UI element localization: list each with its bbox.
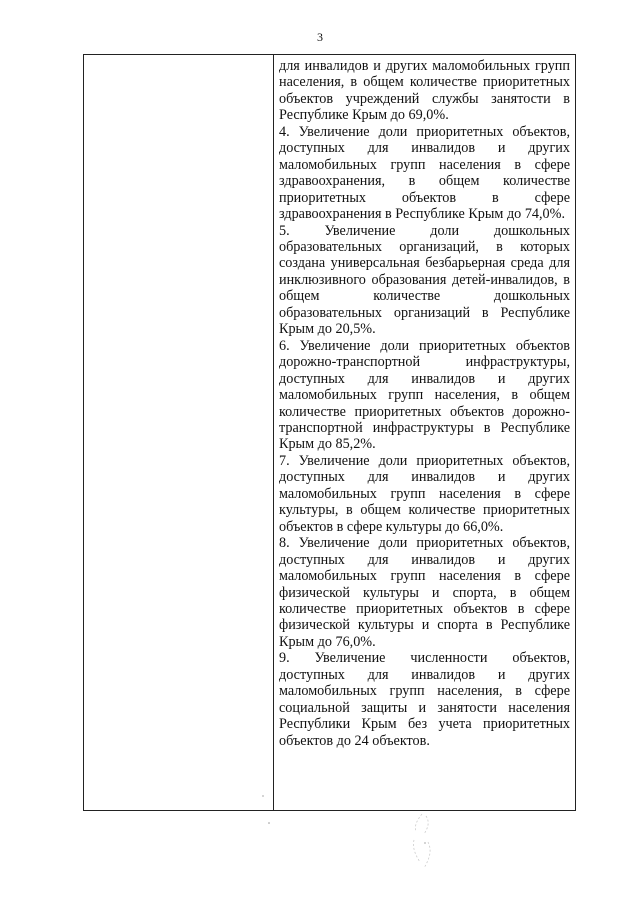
- faint-stamp-mark: [408, 812, 436, 874]
- indicator-paragraph: 9. Увеличение численности объектов, доступных для инвалидов и других маломобильных групп населения, в сфере социальной защиты и занятости населения Республики Крым без учета приоритетных объектов до 24 объектов.: [279, 650, 570, 749]
- indicator-paragraph: 6. Увеличение доли приоритетных объектов дорожно-транспортной инфраструктуры, доступных для инвалидов и других маломобильных групп населения, в общем количестве приоритетных объектов дорожно-транспортной инфраструктуры в Республике Крым до 85,2%.: [279, 337, 570, 453]
- table-row: [84, 55, 576, 811]
- table-cell-content: [274, 55, 576, 811]
- indicator-paragraph: 5. Увеличение доли дошкольных образовательных организаций, в которых создана универсальная безбарьерная среда для инклюзивного образования детей-инвалидов, в общем количестве дошкольных образовательных организаций в Республике Крым до 20,5%.: [279, 222, 570, 338]
- table-cell-label: [84, 55, 274, 811]
- page-number: 3: [317, 30, 323, 44]
- indicator-paragraph: 7. Увеличение доли приоритетных объектов, доступных для инвалидов и других маломобильных групп населения в сфере культуры, в общем количестве приоритетных объектов в сфере культуры до 66,0%.: [279, 452, 570, 535]
- indicator-paragraph: для инвалидов и других маломобильных групп населения, в общем количестве приоритетных объектов учреждений службы занятости в Республике Крым до 69,0%.: [279, 58, 570, 124]
- scan-speck: [262, 795, 264, 797]
- target-indicators: [274, 55, 575, 749]
- scan-speck: [424, 842, 426, 844]
- indicator-paragraph: 4. Увеличение доли приоритетных объектов, доступных для инвалидов и других маломобильных групп населения в сфере здравоохранения, в общем количестве приоритетных объектов в сфере здравоохранения в Республике Крым до 74,0%.: [279, 123, 570, 223]
- indicator-paragraph: 8. Увеличение доли приоритетных объектов, доступных для инвалидов и других маломобильных групп населения в сфере физической культуры и спорта, в общем количестве приоритетных объектов в сфере физической культуры и спорта в Республике Крым до 76,0%.: [279, 535, 570, 650]
- scan-speck: [268, 822, 270, 824]
- targets-table: [83, 54, 576, 811]
- left-cell-text: [84, 55, 273, 58]
